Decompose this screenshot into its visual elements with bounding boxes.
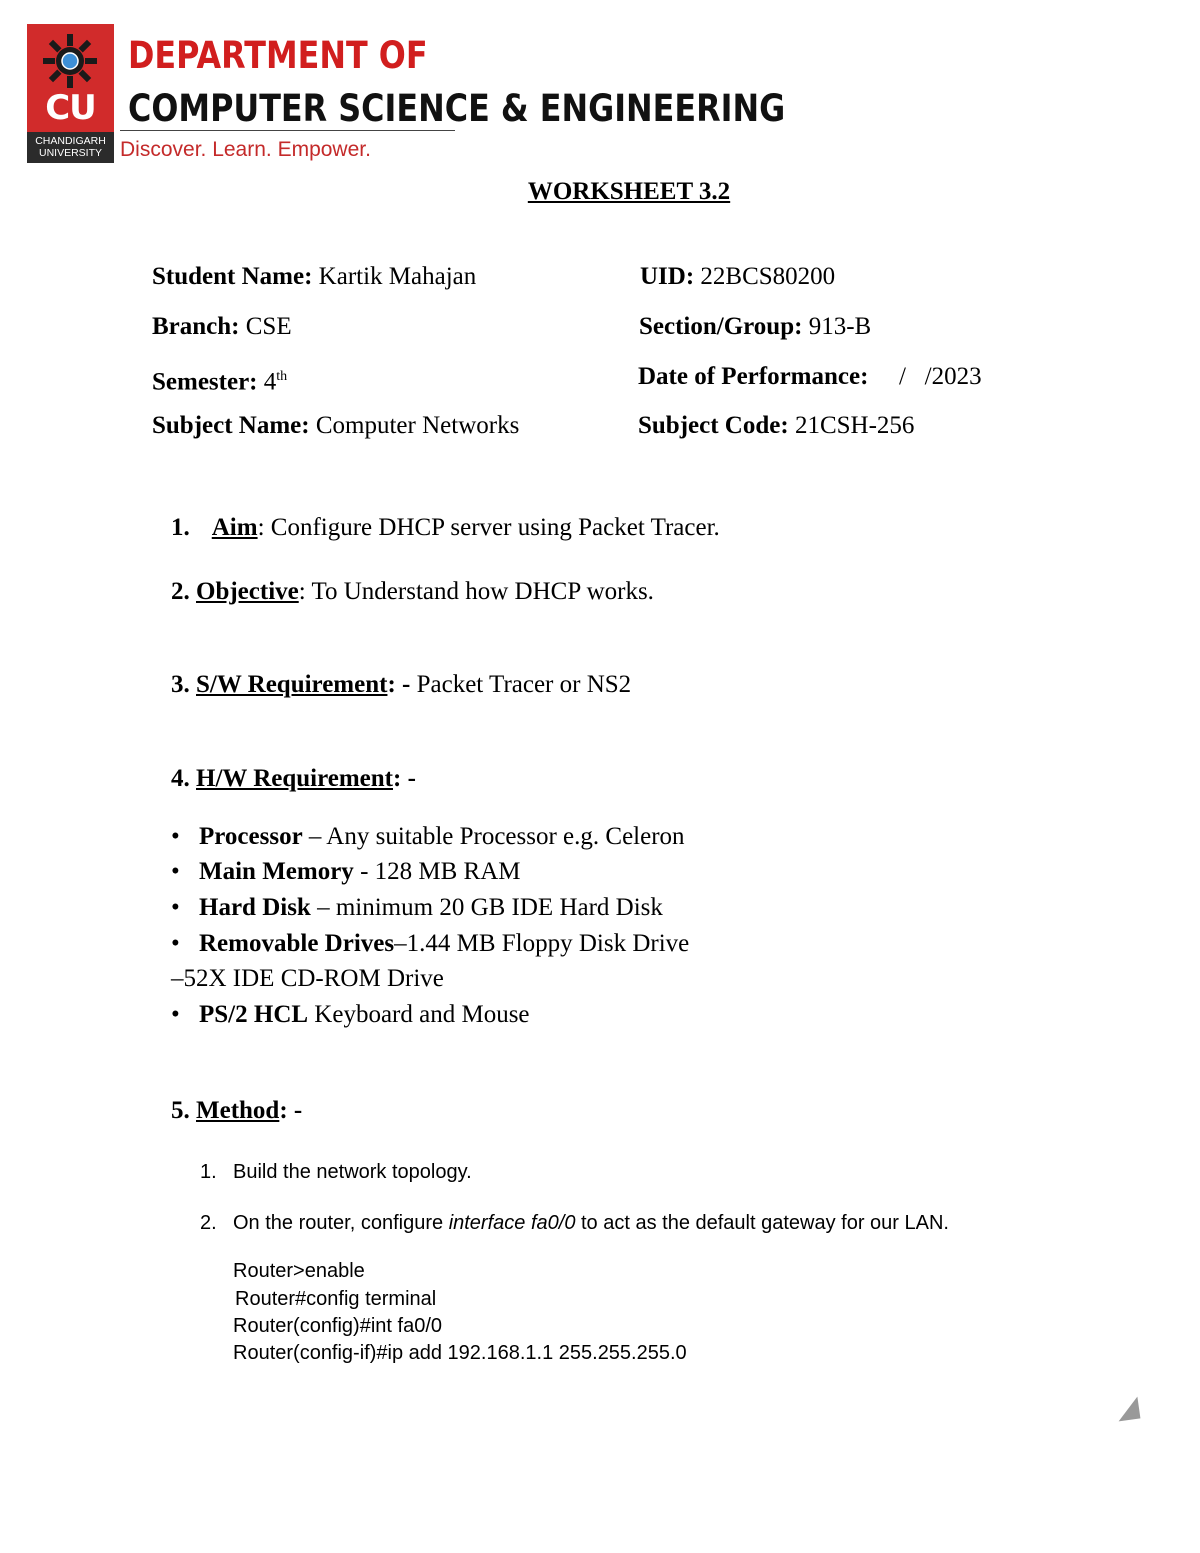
code-line: Router#config terminal xyxy=(235,1288,437,1310)
step-number: 1. xyxy=(200,1161,217,1183)
date-row xyxy=(638,362,982,392)
list-item xyxy=(171,822,685,852)
hw-label: H/W Requirement xyxy=(196,765,393,792)
sw-label: S/W Requirement xyxy=(196,671,388,698)
branch-value: CSE xyxy=(245,313,292,340)
list-item xyxy=(171,857,521,887)
method-separator: : - xyxy=(279,1097,303,1124)
code-line: Router(config-if)#ip add 192.168.1.1 255.255.255.0 xyxy=(233,1342,687,1364)
aim-section xyxy=(171,513,720,543)
method-step xyxy=(200,1160,472,1184)
list-item xyxy=(171,964,444,994)
bullet-icon: • xyxy=(171,894,180,921)
objective-number: 2. xyxy=(171,578,190,605)
bullet-icon: • xyxy=(171,823,180,850)
method-step xyxy=(200,1211,949,1235)
logo-text: CU xyxy=(45,88,96,128)
header-divider xyxy=(120,130,455,131)
hw-requirement-section xyxy=(171,764,416,794)
student-name-row xyxy=(152,262,476,292)
subject-code-value: 21CSH-256 xyxy=(794,412,915,439)
tagline: Discover. Learn. Empower. xyxy=(120,138,371,161)
sw-number: 3. xyxy=(171,671,190,698)
hw-item-text: Keyboard and Mouse xyxy=(308,1001,530,1028)
hw-item-text: – Any suitable Processor e.g. Celeron xyxy=(302,823,685,850)
aim-label: Aim xyxy=(211,514,258,541)
uid-label: UID: xyxy=(640,263,695,290)
semester-value: 4 xyxy=(263,368,277,396)
bullet-icon: • xyxy=(171,1001,180,1028)
hw-item-text: – minimum 20 GB IDE Hard Disk xyxy=(310,894,663,921)
aim-number: 1. xyxy=(171,514,190,541)
date-value: / /2023 xyxy=(898,363,982,390)
hw-item-label: Removable Drives xyxy=(199,930,395,957)
emblem-icon xyxy=(41,32,99,90)
step-number: 2. xyxy=(200,1212,217,1234)
objective-label: Objective xyxy=(196,578,299,605)
bullet-icon: • xyxy=(171,930,180,957)
method-section xyxy=(171,1096,302,1126)
department-title-line1: DEPARTMENT OF xyxy=(128,34,428,77)
logo-subtext: CHANDIGARH UNIVERSITY xyxy=(27,132,114,163)
sw-separator: : - xyxy=(387,671,411,698)
list-item xyxy=(171,893,663,923)
step-text: Build the network topology. xyxy=(233,1161,472,1183)
bullet-icon: • xyxy=(171,858,180,885)
page-corner-mark xyxy=(1116,1397,1141,1422)
objective-section xyxy=(171,577,654,607)
subject-name-value: Computer Networks xyxy=(315,412,520,439)
section-label: Section/Group: xyxy=(639,313,803,340)
hw-item-text: - 128 MB RAM xyxy=(353,858,521,885)
subject-name-label: Subject Name: xyxy=(152,412,310,439)
sw-text: Packet Tracer or NS2 xyxy=(410,671,632,698)
sw-requirement-section xyxy=(171,670,631,700)
section-value: 913-B xyxy=(808,313,872,340)
date-label: Date of Performance: xyxy=(638,363,869,390)
code-line: Router>enable xyxy=(233,1260,365,1282)
hw-item-label: Main Memory xyxy=(199,858,354,885)
list-item xyxy=(171,1000,530,1030)
code-line: Router(config)#int fa0/0 xyxy=(233,1315,443,1337)
hw-item-label: PS/2 HCL xyxy=(199,1001,309,1028)
list-item xyxy=(171,929,689,959)
section-row xyxy=(639,312,871,342)
aim-text: : Configure DHCP server using Packet Tracer. xyxy=(257,514,720,541)
objective-text: : To Understand how DHCP works. xyxy=(298,578,654,605)
uid-row xyxy=(640,262,835,292)
subject-code-row xyxy=(638,411,914,441)
hw-item-label: Hard Disk xyxy=(199,894,311,921)
hw-number: 4. xyxy=(171,765,190,792)
step-text: On the router, configure xyxy=(233,1212,449,1234)
department-title-line2: COMPUTER SCIENCE & ENGINEERING xyxy=(128,87,786,130)
student-name-label: Student Name: xyxy=(152,263,313,290)
semester-suffix: th xyxy=(276,369,288,384)
hw-item-label: Processor xyxy=(199,823,303,850)
student-name-value: Kartik Mahajan xyxy=(318,263,477,290)
method-label: Method xyxy=(196,1097,280,1124)
uid-value: 22BCS80200 xyxy=(700,263,836,290)
branch-row xyxy=(152,312,292,342)
worksheet-title: WORKSHEET 3.2 xyxy=(527,178,731,205)
hw-separator: : - xyxy=(393,765,416,792)
subject-name-row xyxy=(152,411,519,441)
semester-row xyxy=(152,362,287,397)
hw-item-text: –52X IDE CD-ROM Drive xyxy=(171,965,444,992)
university-logo xyxy=(27,24,114,163)
branch-label: Branch: xyxy=(152,313,240,340)
step-italic-term: interface fa0/0 xyxy=(448,1212,576,1234)
subject-code-label: Subject Code: xyxy=(638,412,789,439)
step-text: to act as the default gateway for our LAN. xyxy=(575,1212,949,1234)
method-number: 5. xyxy=(171,1097,190,1124)
semester-label: Semester: xyxy=(152,368,258,396)
hw-item-text: –1.44 MB Floppy Disk Drive xyxy=(394,930,690,957)
